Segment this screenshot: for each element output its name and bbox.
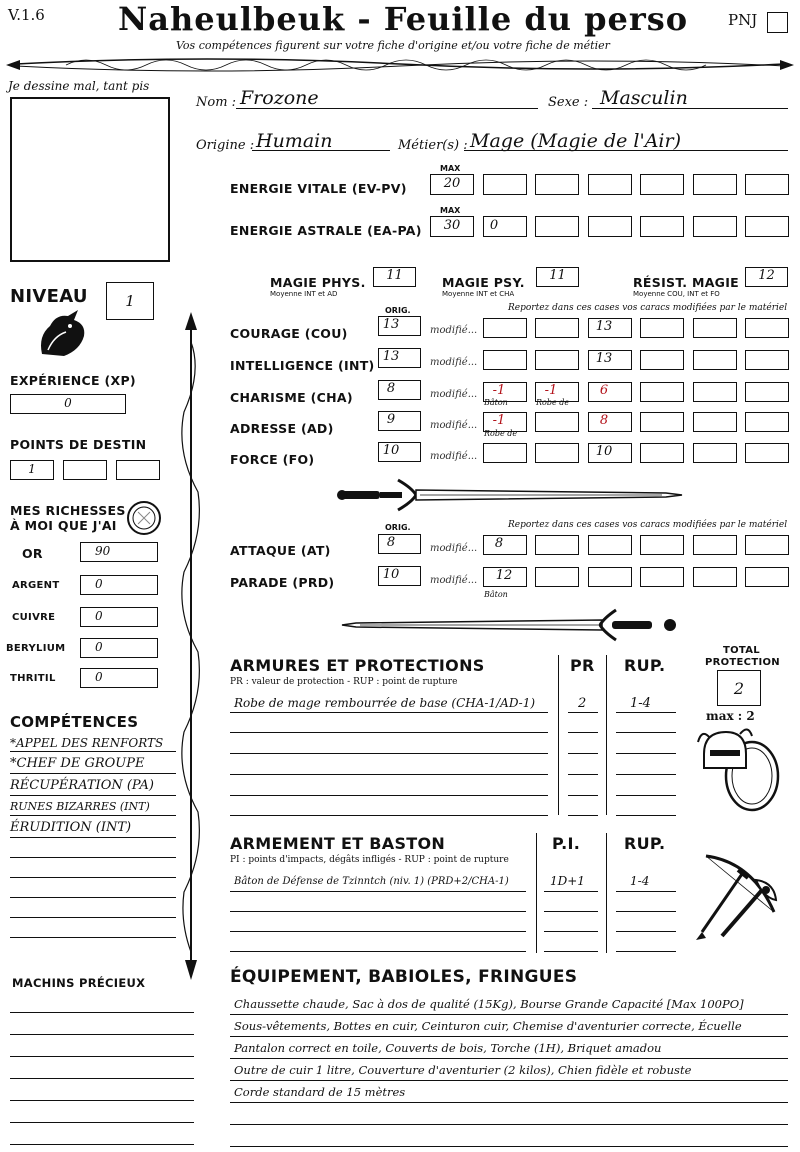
ev-max-box[interactable] <box>430 174 474 195</box>
fo-label: FORCE (FO) <box>230 452 315 467</box>
niveau-box[interactable] <box>106 282 154 320</box>
at-mod-box-1[interactable] <box>483 535 527 555</box>
competence-item[interactable]: ÉRUDITION (INT) <box>10 820 132 835</box>
sexe-label: Sexe : <box>548 95 589 110</box>
destin-box-1[interactable] <box>10 460 54 480</box>
armure-row-name[interactable]: Robe de mage rembourrée de base (CHA-1/AD-1) <box>234 696 536 710</box>
equipement-line-text[interactable]: Sous-vêtements, Bottes en cuir, Ceinturon cuir, Chemise d'aventurier correcte, Écuelle <box>234 1019 742 1033</box>
fo-mod-box-4[interactable] <box>640 443 684 463</box>
at-modifie: modifié... <box>430 543 478 554</box>
equipement-line-text[interactable]: Pantalon correct en toile, Couverts de bois, Torche (1H), Briquet amadou <box>234 1041 662 1055</box>
ev-label: ENERGIE VITALE (EV-PV) <box>230 181 407 196</box>
fo-mod-box-5[interactable] <box>693 443 737 463</box>
ea-box-6[interactable] <box>693 216 737 237</box>
machins-line <box>10 1034 194 1035</box>
ad-orig-box[interactable] <box>378 411 421 431</box>
portrait-caption: Je dessine mal, tant pis <box>8 79 150 93</box>
armure-row-line <box>616 712 676 713</box>
ea-max-box[interactable] <box>430 216 474 237</box>
int-mod-box-4[interactable] <box>640 350 684 370</box>
fo-mod-box-1[interactable] <box>483 443 527 463</box>
equipement-line <box>230 1058 788 1059</box>
competence-line <box>10 837 176 838</box>
prd-mod-box-5[interactable] <box>693 567 737 587</box>
armure-row-line <box>616 815 676 816</box>
prd-mod-value: 12 <box>495 568 513 583</box>
arme-row-line <box>544 931 598 932</box>
cha-modifie: modifié... <box>430 389 478 400</box>
magie-psy-sub: Moyenne INT et CHA <box>442 290 515 298</box>
ad-mod-box-3[interactable] <box>588 412 632 432</box>
armure-row-line <box>616 732 676 733</box>
ad-mod-note-1: Robe de <box>484 429 518 438</box>
magie-phys-value: 11 <box>386 268 403 283</box>
nom-label: Nom : <box>196 95 237 110</box>
ad-label: ADRESSE (AD) <box>230 421 334 436</box>
cou-mod-box-3[interactable] <box>588 318 632 338</box>
prd-mod-box-6[interactable] <box>745 567 789 587</box>
cuivre-label: CUIVRE <box>12 612 56 623</box>
cha-mod-note-1: Bâton <box>484 398 508 407</box>
armement-col-divider <box>606 833 607 953</box>
machins-line <box>10 1056 194 1057</box>
prd-modifie: modifié... <box>430 575 478 586</box>
argent-box[interactable] <box>80 575 158 595</box>
armement-sub: PI : points d'impacts, dégâts infligés - RUP : point de rupture <box>230 855 509 865</box>
equipement-line <box>230 1036 788 1037</box>
competence-line <box>10 877 176 878</box>
arme-row-name[interactable]: Bâton de Défense de Tzinntch (niv. 1) (PRD+2/CHA-1) <box>234 876 509 887</box>
at-mod-box-5[interactable] <box>693 535 737 555</box>
armement-label: ARMEMENT ET BASTON <box>230 834 446 853</box>
armure-row-line <box>616 795 676 796</box>
int-modifie: modifié... <box>430 357 478 368</box>
sheet-subtitle: Vos compétences figurent sur votre fiche d'origine et/ou votre fiche de métier <box>176 39 610 52</box>
combat-note: Reportez dans ces cases vos caracs modifiées par le matériel <box>508 520 788 530</box>
armure-row-rup[interactable]: 1-4 <box>630 696 651 711</box>
armure-row-line <box>568 732 598 733</box>
equipement-line-text[interactable]: Outre de cuir 1 litre, Couverture d'aventurier (2 kilos), Chien fidèle et robuste <box>234 1063 692 1077</box>
sword-ornament <box>336 478 686 512</box>
cou-mod-box-4[interactable] <box>640 318 684 338</box>
ea-box-7[interactable] <box>745 216 789 237</box>
magie-psy-box[interactable] <box>536 267 579 287</box>
int-label: INTELLIGENCE (INT) <box>230 358 375 373</box>
cha-mod-box-4[interactable] <box>640 382 684 402</box>
destin-box-3[interactable] <box>116 460 160 480</box>
cha-orig-value: 8 <box>386 381 396 396</box>
arme-row-line <box>230 951 526 952</box>
ea-max-value: 30 <box>443 218 461 233</box>
at-orig-box[interactable] <box>378 534 421 554</box>
destin-value: 1 <box>28 462 36 476</box>
armement-rup-header: RUP. <box>624 834 666 853</box>
equipement-line <box>230 1080 788 1081</box>
at-mod-box-2[interactable] <box>535 535 579 555</box>
thritil-label: THRITIL <box>10 673 56 684</box>
ad-mod-value-3: 8 <box>599 413 609 428</box>
arme-row-line <box>616 951 676 952</box>
carac-orig-label: ORIG. <box>385 306 411 315</box>
destin-box-2[interactable] <box>63 460 107 480</box>
staff-ornament <box>178 312 204 980</box>
armure-row-line <box>616 774 676 775</box>
machins-line <box>10 1122 194 1123</box>
ev-box-2[interactable] <box>483 174 527 195</box>
ea-box-4[interactable] <box>588 216 632 237</box>
nom-value[interactable]: Frozone <box>240 87 319 109</box>
prd-orig-value: 10 <box>382 567 400 582</box>
at-orig-value: 8 <box>386 535 396 550</box>
ea-box-2[interactable] <box>483 216 527 237</box>
cou-modifie: modifié... <box>430 325 478 336</box>
competence-line <box>10 897 176 898</box>
cha-mod-value-1: -1 <box>492 383 506 398</box>
resist-magie-value: 12 <box>758 268 775 283</box>
ad-mod-box-6[interactable] <box>745 412 789 432</box>
armure-row-line <box>616 753 676 754</box>
arme-row-line <box>230 891 526 892</box>
pnj-label: PNJ <box>728 11 758 29</box>
dragon-icon <box>34 306 90 362</box>
thritil-value: 0 <box>95 670 103 684</box>
cou-orig-value: 13 <box>382 317 400 332</box>
int-mod-box-5[interactable] <box>693 350 737 370</box>
machins-line <box>10 1078 194 1079</box>
cha-mod-value-2: -1 <box>544 383 558 398</box>
carac-note: Reportez dans ces cases vos caracs modifiées par le matériel <box>508 303 788 313</box>
equipement-line <box>230 1014 788 1015</box>
ev-max-value: 20 <box>443 176 461 191</box>
xp-label: EXPÉRIENCE (XP) <box>10 373 136 388</box>
combat-orig-label: ORIG. <box>385 523 411 532</box>
fo-mod-box-3[interactable] <box>588 443 632 463</box>
total-protection-label-2: PROTECTION <box>705 657 780 668</box>
armure-row-line <box>568 795 598 796</box>
arme-row-line <box>544 891 598 892</box>
ea-current-value: 0 <box>489 218 499 233</box>
competence-line <box>10 937 176 938</box>
equipement-label: ÉQUIPEMENT, BABIOLES, FRINGUES <box>230 967 578 987</box>
nom-underline <box>236 108 538 109</box>
equipement-line <box>230 1146 788 1147</box>
ev-box-6[interactable] <box>693 174 737 195</box>
cou-mod-box-6[interactable] <box>745 318 789 338</box>
ad-mod-box-2[interactable] <box>535 412 579 432</box>
competence-line <box>10 815 176 816</box>
pnj-checkbox[interactable] <box>767 12 788 33</box>
int-mod-box-3[interactable] <box>588 350 632 370</box>
arme-row-line <box>544 911 598 912</box>
armures-label: ARMURES ET PROTECTIONS <box>230 656 485 675</box>
cuivre-box[interactable] <box>80 607 158 627</box>
arme-row-line <box>616 891 676 892</box>
argent-value: 0 <box>95 577 103 591</box>
int-orig-box[interactable] <box>378 348 421 368</box>
competence-line <box>10 917 176 918</box>
competence-line <box>10 857 176 858</box>
total-protection-value: 2 <box>733 679 745 698</box>
thritil-box[interactable] <box>80 668 158 688</box>
cha-label: CHARISME (CHA) <box>230 390 353 405</box>
origine-value[interactable]: Humain <box>256 130 333 152</box>
ev-box-5[interactable] <box>640 174 684 195</box>
armure-row-line <box>230 774 548 775</box>
armures-pr-header: PR <box>570 656 595 675</box>
argent-label: ARGENT <box>12 580 60 591</box>
prd-orig-box[interactable] <box>378 566 421 586</box>
helmet-shield-icon <box>696 724 782 814</box>
berylium-label: BERYLIUM <box>6 643 66 654</box>
at-mod-value: 8 <box>494 536 504 551</box>
arme-row-line <box>544 951 598 952</box>
xp-value: 0 <box>64 396 72 410</box>
portrait-box[interactable] <box>10 97 170 262</box>
cha-mod-note-2: Robe de <box>536 398 570 407</box>
resist-magie-sub: Moyenne COU, INT et FO <box>633 290 720 298</box>
armure-row-line <box>230 753 548 754</box>
version-label: V.1.6 <box>8 6 45 24</box>
magie-phys-label: MAGIE PHYS. <box>270 275 366 290</box>
armure-row-line <box>230 732 548 733</box>
machins-label: MACHINS PRÉCIEUX <box>12 976 146 990</box>
richesses-label-1: MES RICHESSES <box>10 503 126 518</box>
arme-row-line <box>616 931 676 932</box>
cuivre-value: 0 <box>95 609 103 623</box>
armure-row-line <box>230 795 548 796</box>
sexe-value[interactable]: Masculin <box>600 87 688 109</box>
berylium-box[interactable] <box>80 638 158 658</box>
at-mod-box-3[interactable] <box>588 535 632 555</box>
cha-mod-box-5[interactable] <box>693 382 737 402</box>
total-protection-box[interactable] <box>717 670 761 706</box>
prd-mod-note-1: Bâton <box>484 590 508 599</box>
armures-col-divider <box>606 655 607 815</box>
equipement-line-text[interactable]: Chaussette chaude, Sac à dos de qualité (15Kg), Bourse Grande Capacité [Max 100PO] <box>234 997 744 1011</box>
sexe-underline <box>592 108 788 109</box>
or-box[interactable] <box>80 542 158 562</box>
sheet-title: Naheulbeuk - Feuille du perso <box>118 0 689 38</box>
competence-item[interactable]: RÉCUPÉRATION (PA) <box>10 778 154 793</box>
cou-orig-box[interactable] <box>378 316 421 336</box>
metier-value[interactable]: Mage (Magie de l'Air) <box>470 130 681 152</box>
armement-col-divider <box>536 833 537 953</box>
ev-box-7[interactable] <box>745 174 789 195</box>
arme-row-line <box>230 931 526 932</box>
int-mod-value: 13 <box>595 351 613 366</box>
armure-row-line <box>568 712 598 713</box>
destin-label: POINTS DE DESTIN <box>10 437 147 452</box>
competences-label: COMPÉTENCES <box>10 713 139 731</box>
equipement-line-text[interactable]: Corde standard de 15 mètres <box>234 1085 406 1099</box>
prd-label: PARADE (PRD) <box>230 575 335 590</box>
fo-mod-box-6[interactable] <box>745 443 789 463</box>
magie-psy-label: MAGIE PSY. <box>442 275 525 290</box>
armure-row-line <box>568 815 598 816</box>
competence-item[interactable]: *APPEL DES RENFORTS <box>10 736 164 750</box>
ad-modifie: modifié... <box>430 420 478 431</box>
xp-box[interactable] <box>10 394 126 414</box>
prd-mod-box-4[interactable] <box>640 567 684 587</box>
arme-row-line <box>230 911 526 912</box>
ad-mod-box-4[interactable] <box>640 412 684 432</box>
weapons-icon <box>692 852 784 944</box>
armure-row-line <box>230 712 548 713</box>
competence-line <box>10 773 176 774</box>
fo-modifie: modifié... <box>430 451 478 462</box>
competence-line <box>10 795 176 796</box>
ea-label: ENERGIE ASTRALE (EA-PA) <box>230 223 422 238</box>
armure-row-line <box>568 753 598 754</box>
origine-underline <box>252 150 390 151</box>
resist-magie-label: RÉSIST. MAGIE <box>633 275 740 290</box>
magie-psy-value: 11 <box>549 268 566 283</box>
ev-box-3[interactable] <box>535 174 579 195</box>
int-mod-box-6[interactable] <box>745 350 789 370</box>
coin-icon <box>126 500 162 536</box>
machins-line <box>10 1144 194 1145</box>
magie-phys-box[interactable] <box>373 267 416 287</box>
cou-mod-box-2[interactable] <box>535 318 579 338</box>
fo-orig-box[interactable] <box>378 442 421 462</box>
metier-label: Métier(s) : <box>398 138 468 153</box>
cou-mod-box-5[interactable] <box>693 318 737 338</box>
fo-orig-value: 10 <box>382 443 400 458</box>
niveau-value: 1 <box>125 292 135 310</box>
armement-pi-header: P.I. <box>552 834 581 853</box>
ev-box-4[interactable] <box>588 174 632 195</box>
cou-label: COURAGE (COU) <box>230 326 348 341</box>
ea-box-5[interactable] <box>640 216 684 237</box>
ad-mod-box-5[interactable] <box>693 412 737 432</box>
competence-item[interactable]: RUNES BIZARRES (INT) <box>10 800 150 813</box>
cou-mod-box-1[interactable] <box>483 318 527 338</box>
arme-row-line <box>616 911 676 912</box>
sword-ornament <box>340 608 680 642</box>
resist-magie-box[interactable] <box>745 267 788 287</box>
armures-sub: PR : valeur de protection - RUP : point de rupture <box>230 677 458 687</box>
prd-mod-box-3[interactable] <box>588 567 632 587</box>
header-vine-ornament <box>6 52 794 78</box>
fo-mod-box-2[interactable] <box>535 443 579 463</box>
int-mod-box-1[interactable] <box>483 350 527 370</box>
or-label: OR <box>22 546 43 561</box>
prd-mod-box-2[interactable] <box>535 567 579 587</box>
metier-underline <box>464 150 788 151</box>
int-orig-value: 13 <box>382 349 400 364</box>
origine-label: Origine : <box>196 138 255 153</box>
armure-row-line <box>230 815 548 816</box>
ad-orig-value: 9 <box>386 412 396 427</box>
competence-item[interactable]: *CHEF DE GROUPE <box>10 756 145 771</box>
int-mod-box-2[interactable] <box>535 350 579 370</box>
equipement-line <box>230 1102 788 1103</box>
fo-mod-value: 10 <box>595 444 613 459</box>
magie-phys-sub: Moyenne INT et AD <box>270 290 338 298</box>
equipement-line <box>230 1124 788 1125</box>
armure-row-pr[interactable]: 2 <box>578 696 587 711</box>
richesses-label-2: À MOI QUE J'AI <box>10 518 117 533</box>
prd-mod-box-1[interactable] <box>483 567 527 587</box>
total-protection-label-1: TOTAL <box>723 645 760 656</box>
at-mod-box-6[interactable] <box>745 535 789 555</box>
competence-line <box>10 751 176 752</box>
machins-line <box>10 1012 194 1013</box>
cha-mod-box-3[interactable] <box>588 382 632 402</box>
berylium-value: 0 <box>95 640 103 654</box>
cha-mod-box-6[interactable] <box>745 382 789 402</box>
ea-max-label: MAX <box>440 206 461 215</box>
arme-row-pi[interactable]: 1D+1 <box>550 874 585 888</box>
arme-row-rup[interactable]: 1-4 <box>630 874 650 888</box>
at-label: ATTAQUE (AT) <box>230 543 331 558</box>
machins-line <box>10 1100 194 1101</box>
armure-row-line <box>568 774 598 775</box>
ea-box-3[interactable] <box>535 216 579 237</box>
ad-mod-value-1: -1 <box>492 413 506 428</box>
armures-rup-header: RUP. <box>624 656 666 675</box>
at-mod-box-4[interactable] <box>640 535 684 555</box>
or-value: 90 <box>95 544 111 558</box>
niveau-label: NIVEAU <box>10 286 88 307</box>
cha-mod-value-3: 6 <box>599 383 609 398</box>
armures-col-divider <box>558 655 559 815</box>
ev-max-label: MAX <box>440 164 461 173</box>
max-protection: max : 2 <box>706 709 755 723</box>
cou-mod-value: 13 <box>595 319 613 334</box>
cha-orig-box[interactable] <box>378 380 421 400</box>
